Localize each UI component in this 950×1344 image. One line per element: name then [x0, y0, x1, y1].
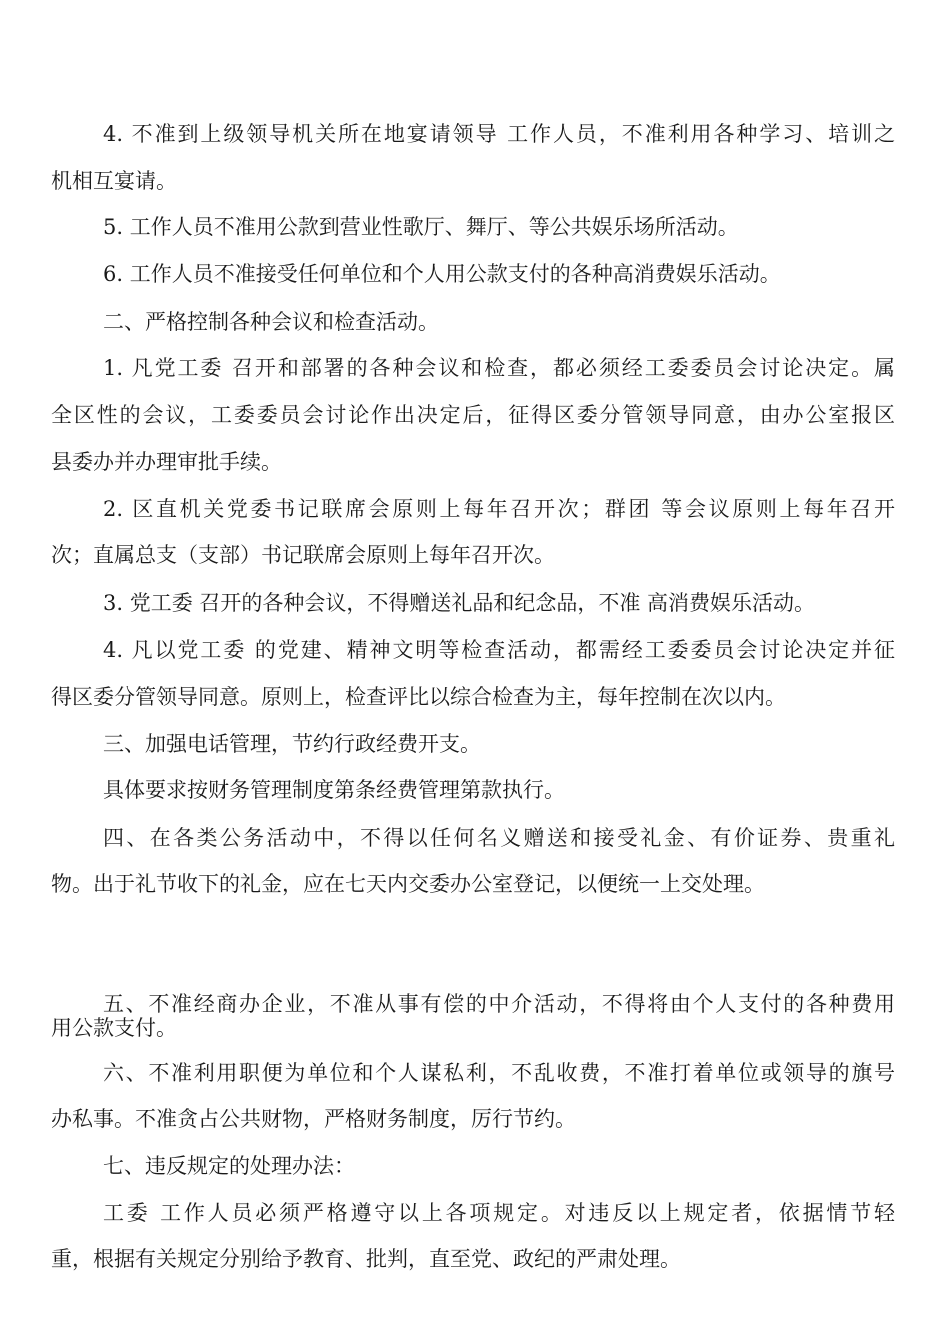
paragraph-line: 5. 工作人员不准用公款到营业性歌厅、舞厅、等公共娱乐场所活动。 — [103, 215, 739, 239]
paragraph-line: 工委 工作人员必须严格遵守以上各项规定。对违反以上规定者，依据情节轻 — [103, 1201, 895, 1225]
paragraph-line: 2. 区直机关党委书记联席会原则上每年召开次；群团 等会议原则上每年召开 — [103, 497, 895, 521]
paragraph-line: 机相互宴请。 — [51, 169, 177, 193]
paragraph-line: 办私事。不准贪占公共财物，严格财务制度，厉行节约。 — [51, 1107, 576, 1131]
section-heading: 五、不准经商办企业，不准从事有偿的中介活动，不得将由个人支付的各种费用 — [103, 992, 895, 1016]
paragraph-line: 次；直属总支（支部）书记联席会原则上每年召开次。 — [51, 543, 555, 567]
paragraph-line: 1. 凡党工委 召开和部署的各种会议和检查，都必须经工委委员会讨论决定。属 — [103, 356, 895, 380]
paragraph-line: 全区性的会议，工委委员会讨论作出决定后，征得区委分管领导同意，由办公室报区 — [51, 403, 895, 427]
section-heading: 三、加强电话管理，节约行政经费开支。 — [103, 732, 481, 756]
paragraph-line: 6. 工作人员不准接受任何单位和个人用公款支付的各种高消费娱乐活动。 — [103, 262, 781, 286]
section-heading: 四、在各类公务活动中，不得以任何名义赠送和接受礼金、有价证券、贵重礼 — [103, 826, 895, 850]
paragraph-line: 具体要求按财务管理制度第条经费管理第款执行。 — [103, 778, 565, 802]
paragraph-line: 县委办并办理审批手续。 — [51, 450, 282, 474]
paragraph-line: 用公款支付。 — [51, 1016, 177, 1040]
section-heading: 七、违反规定的处理办法： — [103, 1154, 355, 1178]
section-heading: 六、不准利用职便为单位和个人谋私利，不乱收费，不准打着单位或领导的旗号 — [103, 1061, 895, 1085]
paragraph-line: 4. 凡以党工委 的党建、精神文明等检查活动，都需经工委委员会讨论决定并征 — [103, 638, 895, 662]
section-heading: 二、严格控制各种会议和检查活动。 — [103, 310, 439, 334]
paragraph-line: 3. 党工委 召开的各种会议，不得赠送礼品和纪念品，不准 高消费娱乐活动。 — [103, 591, 816, 615]
paragraph-line: 物。出于礼节收下的礼金，应在七天内交委办公室登记，以便统一上交处理。 — [51, 872, 765, 896]
paragraph-line: 4. 不准到上级领导机关所在地宴请领导 工作人员，不准利用各种学习、培训之 — [103, 122, 895, 146]
paragraph-line: 得区委分管领导同意。原则上，检查评比以综合检查为主，每年控制在次以内。 — [51, 685, 786, 709]
paragraph-line: 重，根据有关规定分别给予教育、批判，直至党、政纪的严肃处理。 — [51, 1247, 681, 1271]
